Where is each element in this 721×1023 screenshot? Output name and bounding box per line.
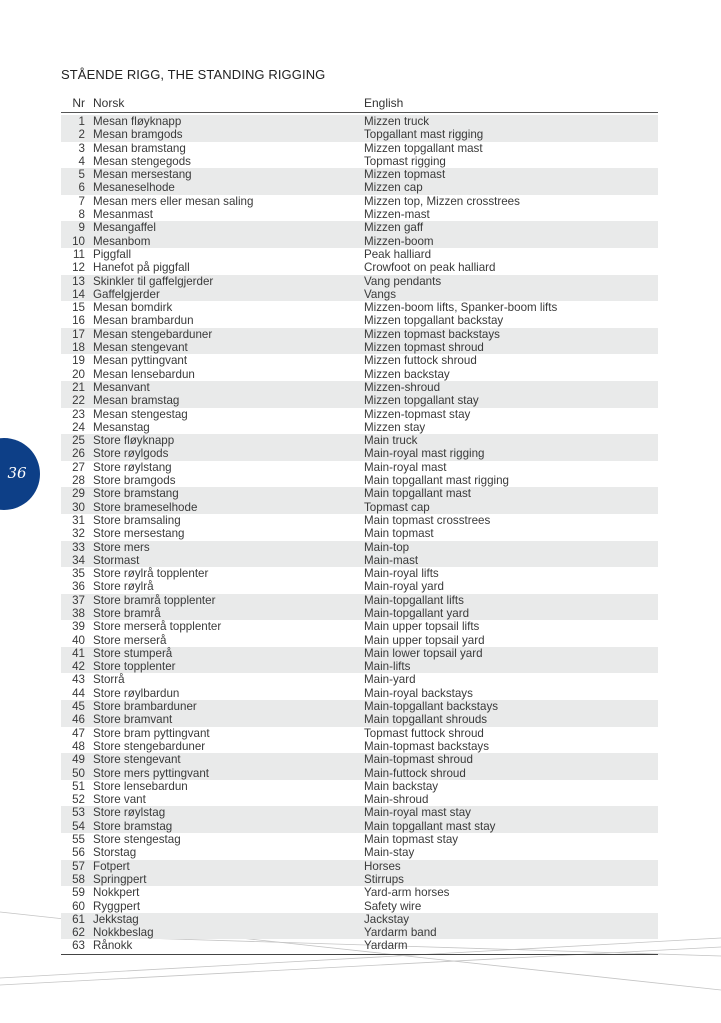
row-norsk: Fotpert [93, 859, 130, 873]
row-english: Main topgallant shrouds [364, 713, 488, 727]
table-row [61, 181, 658, 194]
row-nr: 55 [72, 833, 85, 847]
row-norsk: Store brambarduner [93, 700, 197, 714]
row-norsk: Store stumperå [93, 646, 173, 660]
table-row [61, 567, 658, 580]
row-english: Main-stay [364, 846, 415, 860]
table-row [61, 354, 658, 367]
row-norsk: Store fløyknapp [93, 434, 175, 448]
row-norsk: Store merserå topplenter [93, 620, 222, 634]
row-english: Main topgallant mast rigging [364, 474, 510, 488]
row-norsk: Store stengestag [93, 833, 181, 847]
row-nr: 20 [72, 367, 85, 381]
row-nr: 5 [78, 168, 85, 182]
row-norsk: Nokkpert [93, 886, 140, 900]
table-row [61, 275, 658, 288]
row-norsk: Mesan bramgods [93, 128, 183, 142]
table-row [61, 554, 658, 567]
row-english: Main-topgallant backstays [364, 700, 499, 714]
row-norsk: Mesan stengegods [93, 154, 191, 168]
table-row [61, 394, 658, 407]
row-english: Topmast rigging [364, 154, 446, 168]
table-row [61, 142, 658, 155]
row-english: Topgallant mast rigging [364, 128, 484, 142]
row-norsk: Mesan lensebardun [93, 367, 195, 381]
row-nr: 11 [72, 247, 85, 261]
table-row [61, 474, 658, 487]
row-nr: 8 [78, 208, 85, 222]
row-norsk: Mesan stengebarduner [93, 327, 213, 341]
row-nr: 46 [72, 713, 85, 727]
row-norsk: Store bramgods [93, 474, 176, 488]
row-english: Mizzen gaff [364, 221, 424, 235]
row-english: Main topmast stay [364, 833, 459, 847]
row-norsk: Store brameselhode [93, 500, 198, 514]
row-nr: 12 [72, 261, 85, 275]
row-norsk: Mesanmast [93, 208, 153, 222]
table-row [61, 461, 658, 474]
table-row [61, 195, 658, 208]
table-row [61, 900, 658, 913]
row-norsk: Store topplenter [93, 660, 176, 674]
row-english: Peak halliard [364, 247, 432, 261]
row-english: Mizzen-boom lifts, Spanker-boom lifts [364, 301, 558, 315]
row-english: Mizzen-topmast stay [364, 407, 471, 421]
row-norsk: Nokkbeslag [93, 926, 154, 940]
row-english: Mizzen-mast [364, 208, 430, 222]
row-norsk: Storstag [93, 846, 137, 860]
row-english: Yard-arm horses [364, 886, 450, 900]
table-row [61, 806, 658, 819]
table-row [61, 155, 658, 168]
row-norsk: Stormast [93, 553, 140, 567]
row-english: Main-shroud [364, 793, 429, 807]
table-row [61, 580, 658, 593]
row-english: Jackstay [364, 912, 410, 926]
table-row [61, 168, 658, 181]
row-english: Mizzen topmast shroud [364, 341, 484, 355]
row-nr: 40 [72, 633, 85, 647]
table-row [61, 235, 658, 248]
row-norsk: Store røylbardun [93, 686, 180, 700]
row-english: Main topmast crosstrees [364, 513, 491, 527]
row-norsk: Jekkstag [93, 912, 139, 926]
row-english: Main topgallant mast [364, 487, 471, 501]
table-row [61, 820, 658, 833]
row-nr: 34 [72, 553, 85, 567]
row-norsk: Mesan mers eller mesan saling [93, 194, 254, 208]
row-nr: 13 [72, 274, 85, 288]
row-nr: 44 [72, 686, 85, 700]
row-nr: 24 [72, 420, 85, 434]
row-norsk: Store røylgods [93, 447, 169, 461]
row-nr: 28 [72, 474, 85, 488]
row-english: Main-royal backstays [364, 686, 473, 700]
table-row [61, 939, 658, 952]
row-norsk: Hanefot på piggfall [93, 261, 190, 275]
row-norsk: Springpert [93, 872, 147, 886]
row-norsk: Store bramrå [93, 606, 161, 620]
row-english: Main-royal mast [364, 460, 447, 474]
row-norsk: Store lensebardun [93, 779, 188, 793]
table-row [61, 541, 658, 554]
row-norsk: Mesan stengestag [93, 407, 188, 421]
row-norsk: Mesaneselhode [93, 181, 175, 195]
table-row [61, 780, 658, 793]
row-english: Mizzen topgallant mast [364, 141, 483, 155]
row-english: Main lower topsail yard [364, 646, 483, 660]
row-norsk: Store bramrå topplenter [93, 593, 216, 607]
row-nr: 38 [72, 606, 85, 620]
table-row [61, 115, 658, 128]
row-norsk: Rånokk [93, 939, 133, 953]
row-english: Safety wire [364, 899, 422, 913]
table-row [61, 487, 658, 500]
table-row [61, 421, 658, 434]
row-norsk: Ryggpert [93, 899, 141, 913]
table-row [61, 727, 658, 740]
row-nr: 26 [72, 447, 85, 461]
table-row [61, 620, 658, 633]
table-row [61, 926, 658, 939]
row-nr: 43 [72, 673, 85, 687]
row-norsk: Store stengevant [93, 753, 181, 767]
row-nr: 16 [72, 314, 85, 328]
row-norsk: Store merserå [93, 633, 167, 647]
row-nr: 25 [72, 434, 85, 448]
table-row [61, 434, 658, 447]
header-nr: Nr [72, 96, 85, 110]
table-body [61, 115, 658, 953]
row-norsk: Mesan brambardun [93, 314, 194, 328]
row-norsk: Mesanbom [93, 234, 151, 248]
row-nr: 2 [78, 128, 85, 142]
row-nr: 17 [72, 327, 85, 341]
row-english: Main truck [364, 434, 418, 448]
header-english: English [364, 96, 404, 110]
row-english: Main-lifts [364, 660, 411, 674]
table-row [61, 767, 658, 780]
row-norsk: Store bramstang [93, 487, 179, 501]
table-row [61, 740, 658, 753]
table-row [61, 647, 658, 660]
row-nr: 4 [78, 154, 85, 168]
table-row [61, 341, 658, 354]
table-row [61, 660, 658, 673]
row-nr: 6 [78, 181, 85, 195]
row-nr: 37 [72, 593, 85, 607]
row-english: Main backstay [364, 779, 439, 793]
table-row [61, 368, 658, 381]
row-norsk: Piggfall [93, 247, 132, 261]
row-norsk: Mesan bramstag [93, 394, 180, 408]
row-nr: 7 [78, 194, 85, 208]
row-norsk: Store bramsaling [93, 513, 181, 527]
row-english: Main-topmast backstays [364, 739, 490, 753]
row-english: Mizzen topmast backstays [364, 327, 500, 341]
row-nr: 31 [72, 513, 85, 527]
row-nr: 51 [72, 779, 85, 793]
row-nr: 10 [72, 234, 85, 248]
row-english: Mizzen-boom [364, 234, 434, 248]
row-nr: 27 [72, 460, 85, 474]
row-english: Mizzen cap [364, 181, 423, 195]
row-english: Horses [364, 859, 401, 873]
row-nr: 9 [78, 221, 85, 235]
row-english: Main-topgallant lifts [364, 593, 464, 607]
row-english: Mizzen topmast [364, 168, 446, 182]
page-number: 36 [7, 464, 27, 482]
row-english: Main topgallant mast stay [364, 819, 496, 833]
row-norsk: Gaffelgjerder [93, 287, 160, 301]
table-row [61, 408, 658, 421]
table-row [61, 687, 658, 700]
row-norsk: Mesan mersestang [93, 168, 192, 182]
table-row [61, 594, 658, 607]
row-nr: 62 [72, 926, 85, 940]
table-row [61, 873, 658, 886]
table-row [61, 753, 658, 766]
row-nr: 30 [72, 500, 85, 514]
row-norsk: Mesan pyttingvant [93, 354, 188, 368]
row-norsk: Mesangaffel [93, 221, 156, 235]
row-nr: 33 [72, 540, 85, 554]
row-english: Mizzen truck [364, 115, 430, 128]
header-norsk: Norsk [93, 96, 125, 110]
row-nr: 19 [72, 354, 85, 368]
row-english: Main topmast [364, 527, 434, 541]
row-english: Mizzen topgallant stay [364, 394, 479, 408]
row-nr: 18 [72, 341, 85, 355]
table-row [61, 713, 658, 726]
row-nr: 42 [72, 660, 85, 674]
row-english: Stirrups [364, 872, 404, 886]
row-norsk: Mesan fløyknapp [93, 115, 182, 128]
table-row [61, 381, 658, 394]
row-norsk: Mesanstag [93, 420, 150, 434]
row-english: Main-top [364, 540, 410, 554]
table-row [61, 833, 658, 846]
table-row [61, 886, 658, 899]
row-norsk: Mesanvant [93, 380, 150, 394]
table-row [61, 634, 658, 647]
table-row [61, 700, 658, 713]
row-nr: 60 [72, 899, 85, 913]
table-row [61, 501, 658, 514]
table-row [61, 288, 658, 301]
row-english: Main-royal yard [364, 580, 444, 594]
table-row [61, 301, 658, 314]
row-norsk: Store bram pyttingvant [93, 726, 210, 740]
row-norsk: Store bramvant [93, 713, 173, 727]
row-english: Topmast futtock shroud [364, 726, 484, 740]
row-nr: 35 [72, 567, 85, 581]
row-nr: 50 [72, 766, 85, 780]
row-norsk: Store røylrå topplenter [93, 567, 209, 581]
row-nr: 3 [78, 141, 85, 155]
page-title: STÅENDE RIGG, THE STANDING RIGGING [61, 67, 326, 82]
row-norsk: Store stengebarduner [93, 739, 206, 753]
row-norsk: Store røylrå [93, 580, 154, 594]
table-row [61, 221, 658, 234]
row-norsk: Store røylstang [93, 460, 172, 474]
row-english: Mizzen futtock shroud [364, 354, 477, 368]
row-nr: 57 [72, 859, 85, 873]
row-nr: 58 [72, 872, 85, 886]
table-row [61, 846, 658, 859]
row-nr: 23 [72, 407, 85, 421]
row-nr: 29 [72, 487, 85, 501]
row-norsk: Store bramstag [93, 819, 173, 833]
row-nr: 14 [72, 287, 85, 301]
row-english: Vangs [364, 287, 397, 301]
table-row [61, 514, 658, 527]
row-nr: 56 [72, 846, 85, 860]
table-bottom-rule [61, 954, 658, 955]
row-norsk: Mesan stengevant [93, 341, 188, 355]
row-norsk: Mesan bramstang [93, 141, 186, 155]
row-nr: 1 [78, 115, 85, 128]
row-english: Main-futtock shroud [364, 766, 466, 780]
row-nr: 48 [72, 739, 85, 753]
row-english: Main upper topsail lifts [364, 620, 480, 634]
row-nr: 52 [72, 793, 85, 807]
row-english: Crowfoot on peak halliard [364, 261, 496, 275]
table-row [61, 793, 658, 806]
row-norsk: Store mers pyttingvant [93, 766, 209, 780]
rigging-table [61, 96, 658, 955]
row-nr: 41 [72, 646, 85, 660]
row-nr: 21 [72, 380, 85, 394]
row-nr: 45 [72, 700, 85, 714]
row-english: Mizzen-shroud [364, 380, 441, 394]
row-nr: 54 [72, 819, 85, 833]
row-english: Main-royal mast stay [364, 806, 471, 820]
row-nr: 36 [72, 580, 85, 594]
row-english: Yardarm [364, 939, 408, 953]
row-english: Main-royal mast rigging [364, 447, 485, 461]
row-nr: 47 [72, 726, 85, 740]
row-norsk: Store mersestang [93, 527, 185, 541]
row-norsk: Store røylstag [93, 806, 166, 820]
row-english: Main-topgallant yard [364, 606, 470, 620]
row-english: Main-royal lifts [364, 567, 439, 581]
row-english: Mizzen stay [364, 420, 426, 434]
row-nr: 32 [72, 527, 85, 541]
table-row [61, 860, 658, 873]
table-row [61, 673, 658, 686]
table-row [61, 607, 658, 620]
row-nr: 39 [72, 620, 85, 634]
row-nr: 63 [72, 939, 85, 953]
row-english: Mizzen backstay [364, 367, 450, 381]
table-row [61, 208, 658, 221]
row-nr: 59 [72, 886, 85, 900]
table-header [61, 96, 658, 113]
table-row [61, 248, 658, 261]
table-row [61, 314, 658, 327]
table-row [61, 913, 658, 926]
table-row [61, 447, 658, 460]
row-norsk: Store vant [93, 793, 146, 807]
row-english: Yardarm band [364, 926, 437, 940]
table-row [61, 128, 658, 141]
row-english: Topmast cap [364, 500, 430, 514]
row-english: Main-yard [364, 673, 416, 687]
row-english: Main upper topsail yard [364, 633, 485, 647]
row-english: Mizzen topgallant backstay [364, 314, 504, 328]
row-nr: 61 [72, 912, 85, 926]
table-row [61, 261, 658, 274]
row-nr: 22 [72, 394, 85, 408]
row-nr: 15 [72, 301, 85, 315]
row-nr: 53 [72, 806, 85, 820]
row-english: Main-mast [364, 553, 419, 567]
row-english: Main-topmast shroud [364, 753, 473, 767]
row-english: Mizzen top, Mizzen crosstrees [364, 194, 520, 208]
table-row [61, 328, 658, 341]
row-norsk: Skinkler til gaffelgjerder [93, 274, 214, 288]
row-norsk: Mesan bomdirk [93, 301, 173, 315]
row-norsk: Storrå [93, 673, 125, 687]
table-row [61, 527, 658, 540]
row-english: Vang pendants [364, 274, 442, 288]
row-norsk: Store mers [93, 540, 150, 554]
row-nr: 49 [72, 753, 85, 767]
